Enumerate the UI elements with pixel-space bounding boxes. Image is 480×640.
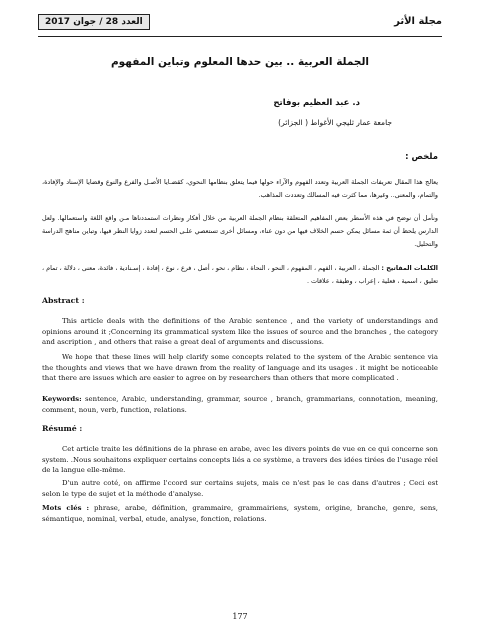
page-header [38, 14, 442, 37]
french-keywords-label: Mots clés : [42, 504, 90, 512]
arabic-keywords-label: الكلمات المفاتيح : [381, 264, 438, 272]
english-keywords-text: sentence, Arabic, understanding, grammar, source , branch, grammarians, connotation, meaning, comment, noun, verb, function, relations. [42, 395, 438, 414]
english-keywords [42, 394, 438, 415]
english-keywords-label: Keywords: [42, 395, 82, 403]
english-abstract-heading: Abstract : [42, 296, 85, 305]
arabic-abstract-paragraph-2: ونأمل أن نوضح في هذه الأسطر بعض المفاهيم المتعلقة بنظام الجملة العربية من خلال أفكار ونظرات استمددناها مـن واقع اللغة واستعمالها. ولعل الدارس يلحظ أن ثمة مسائل يمكن حسم الخلاف فيها من دون عناء، ومسائل أخرى تستعصي علـى الحسم لتعدد زوايا النظر فيها، وتباين مناهج الدراسة والتحليل. [42, 214, 438, 248]
page-number: 177 [232, 612, 248, 621]
french-abstract-paragraph-2: D'un autre coté, on affirme l'ccord sur certains sujets, mais ce n'est pas le cas dans d'autres ; Ceci est selon le type de sujet et la méthode d'analyse. [42, 479, 438, 498]
journal-name: مجلة الأثر [394, 16, 442, 27]
arabic-abstract-heading: ملخص : [405, 152, 438, 162]
author-affiliation: جامعة عمار ثليجي الأغواط ( الجزائر) [278, 118, 392, 127]
french-abstract-paragraph-1: Cet article traite les définitions de la phrase en arabe, avec les divers points de vue en ce qui concerne son system. .Nous souhaitons expliquer certains concepts liés a ce système, a travers des idées tirées de l'usage réel de la langue elle-même. [42, 445, 438, 474]
arabic-abstract-paragraph-1: يعالج هذا المقال تعريفات الجملة العربية وتعدد الفهوم والآراء حولها فيما يتعلق بنظامها النحوي، كقضـايا الأصـل والفرع والنوع وقضايا الإسناد والإفادة، والتمام، والمعنى.. وغيرها، مما كثرت فيه المسالك وتعددت المذاهب. [42, 178, 438, 199]
english-abstract-paragraph-2: We hope that these lines will help clarify some concepts related to the system of the Arabic sentence via the thoughts and views that we have drawn from the reality of language and its usages . it might be noticeable that there are issues which are easier to agree on by researchers than others that more complicated . [42, 353, 438, 382]
french-keywords-text: phrase, arabe, définition, grammaire, grammairiens, system, origine, branche, genre, sens, sémantique, nominal, verbal, etude, analyse, fonction, relations. [42, 504, 438, 523]
author-name: د. عبد العظيم بوفاتح [273, 98, 360, 108]
french-abstract-heading: Résumé : [42, 424, 83, 433]
article-title: الجملة العربية .. بين حدها المعلوم وتباين المفهوم [110, 56, 369, 68]
english-abstract-paragraph-1: This article deals with the definitions of the Arabic sentence , and the variety of understandings and opinions around it ;Concerning its grammatical system like the issues of source and the branches , the category and ascription , and others that raise a great deal of arguments and discussions. [42, 317, 438, 346]
arabic-keywords [42, 262, 438, 288]
french-keywords [42, 503, 438, 524]
issue-box: العدد 28 / جوان 2017 [38, 14, 150, 30]
arabic-keywords-text: الجملة ، العربية ، الفهم ، المفهوم ، النحو ، النحاة ، نظام ، نحو ، أصل ، فرع ، نوع ، إفادة ، إسـنادية ، فائدة، معنى ، دلالة ، تمام ، تعليق ، اسمية ، فعلية ، إعراب ، وظيفة ، علاقات . [42, 264, 438, 285]
